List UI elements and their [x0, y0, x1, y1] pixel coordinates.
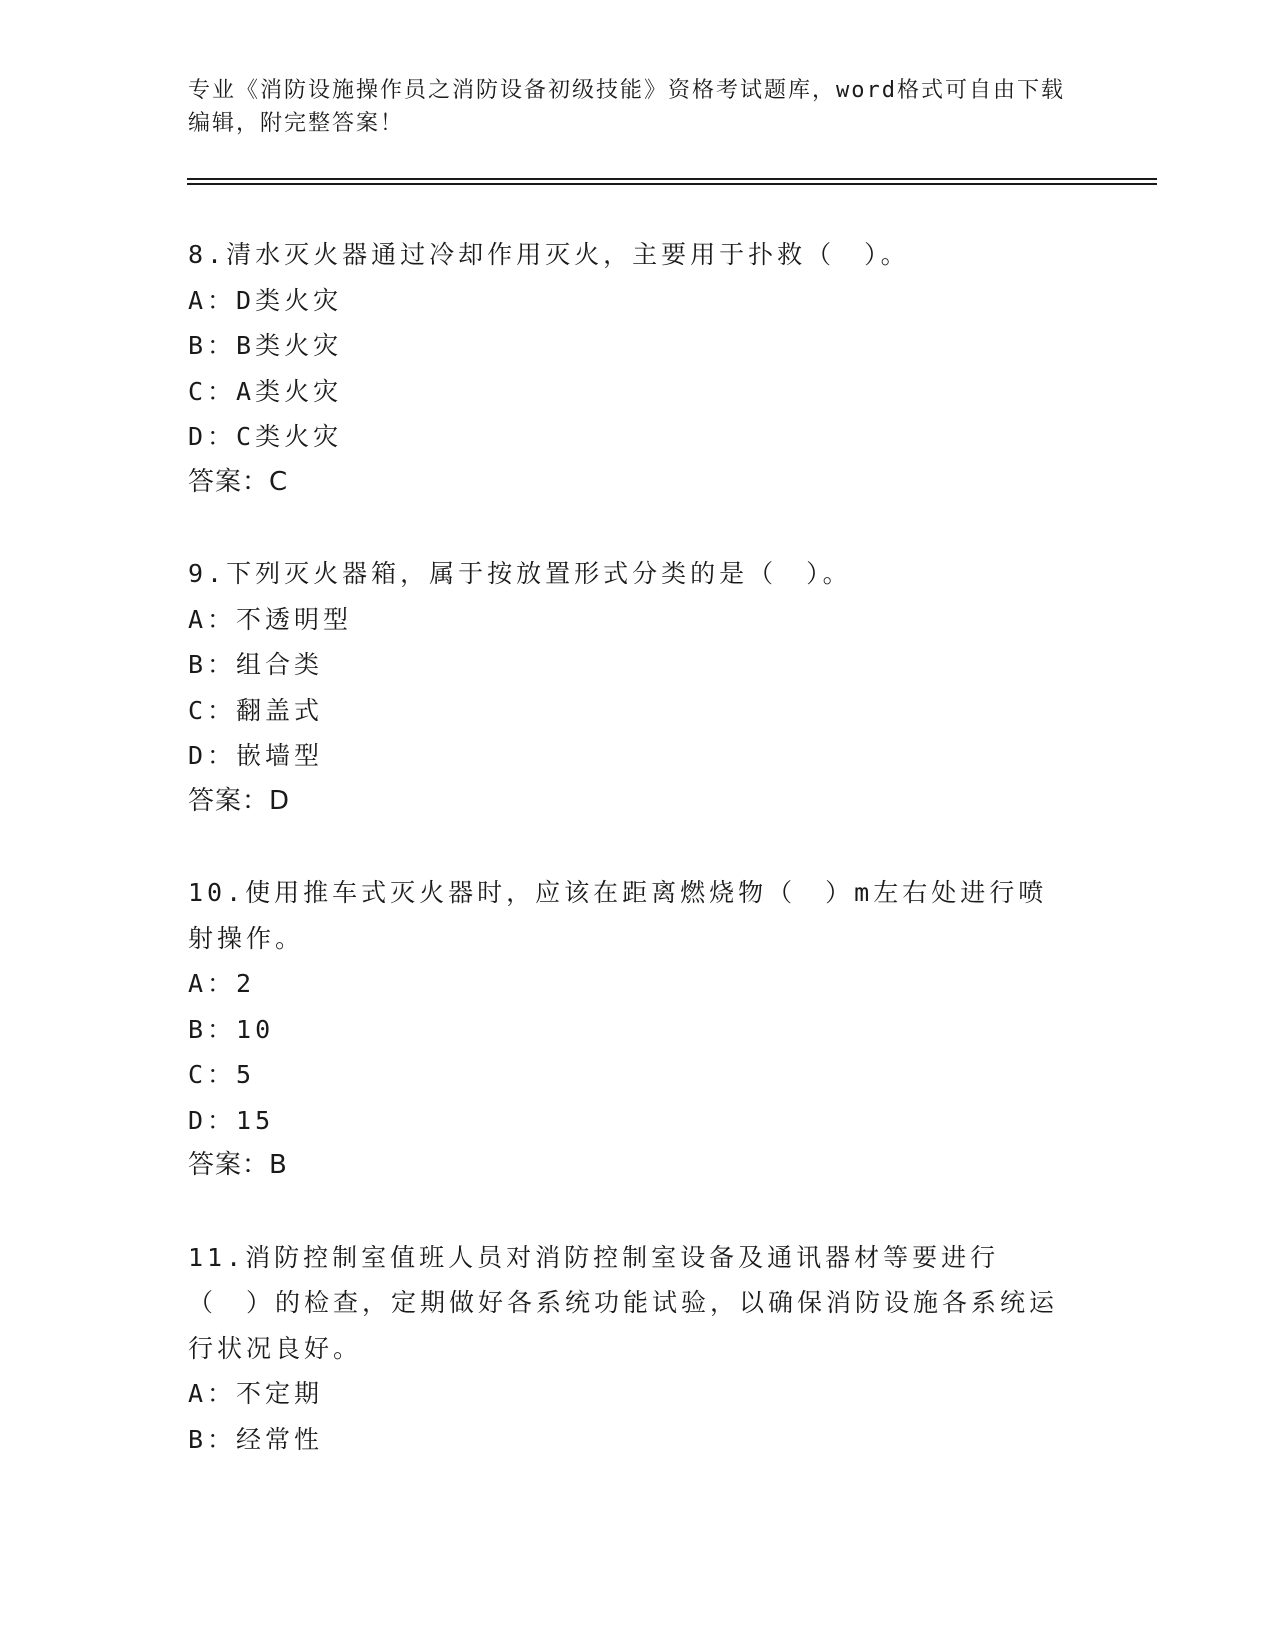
answer-line: 答案：D: [188, 785, 291, 816]
question-stem: 11.消防控制室值班人员对消防控制室设备及通讯器材等要进行（ ）的检查，定期做好各系统功能试验，以确保消防设施各系统运行状况良好。: [188, 1242, 1059, 1363]
option-c: C：翻盖式: [188, 695, 324, 725]
option-d: D：嵌墙型: [188, 741, 324, 770]
question-stem: 9.下列灭火器箱，属于按放置形式分类的是（ ）。: [188, 559, 852, 588]
option-c: C：5: [188, 1060, 256, 1089]
option-b: B：组合类: [188, 650, 324, 679]
question-stem: 10.使用推车式灭火器时，应该在距离燃烧物（ ）m左右处进行喷射操作。: [188, 878, 1048, 953]
answer-line: 答案：C: [188, 466, 289, 497]
question-stem: 8.清水灭火器通过冷却作用灭火，主要用于扑救（ ）。: [188, 240, 910, 269]
option-a: A：2: [188, 969, 256, 998]
question-8: [188, 232, 1068, 505]
option-d: D：15: [188, 1105, 275, 1135]
question-9: [188, 551, 1068, 824]
option-b: B：10: [188, 1014, 275, 1044]
option-b: B：经常性: [188, 1424, 324, 1454]
question-10: [188, 870, 1068, 1189]
header-divider-bottom: [187, 183, 1157, 185]
option-a: A：不定期: [188, 1379, 324, 1408]
option-a: A：D类火灾: [188, 285, 343, 315]
option-a: A：不透明型: [188, 604, 353, 634]
question-11: [188, 1235, 1068, 1463]
option-c: C：A类火灾: [188, 376, 343, 406]
option-d: D：C类火灾: [188, 422, 343, 451]
header-divider-top: [187, 178, 1157, 180]
option-b: B：B类火灾: [188, 331, 343, 360]
question-list: [188, 232, 1068, 1508]
document-header: 专业《消防设施操作员之消防设备初级技能》资格考试题库，word格式可自由下载编辑，附完整答案！: [188, 78, 1065, 136]
answer-line: 答案：B: [188, 1150, 288, 1180]
